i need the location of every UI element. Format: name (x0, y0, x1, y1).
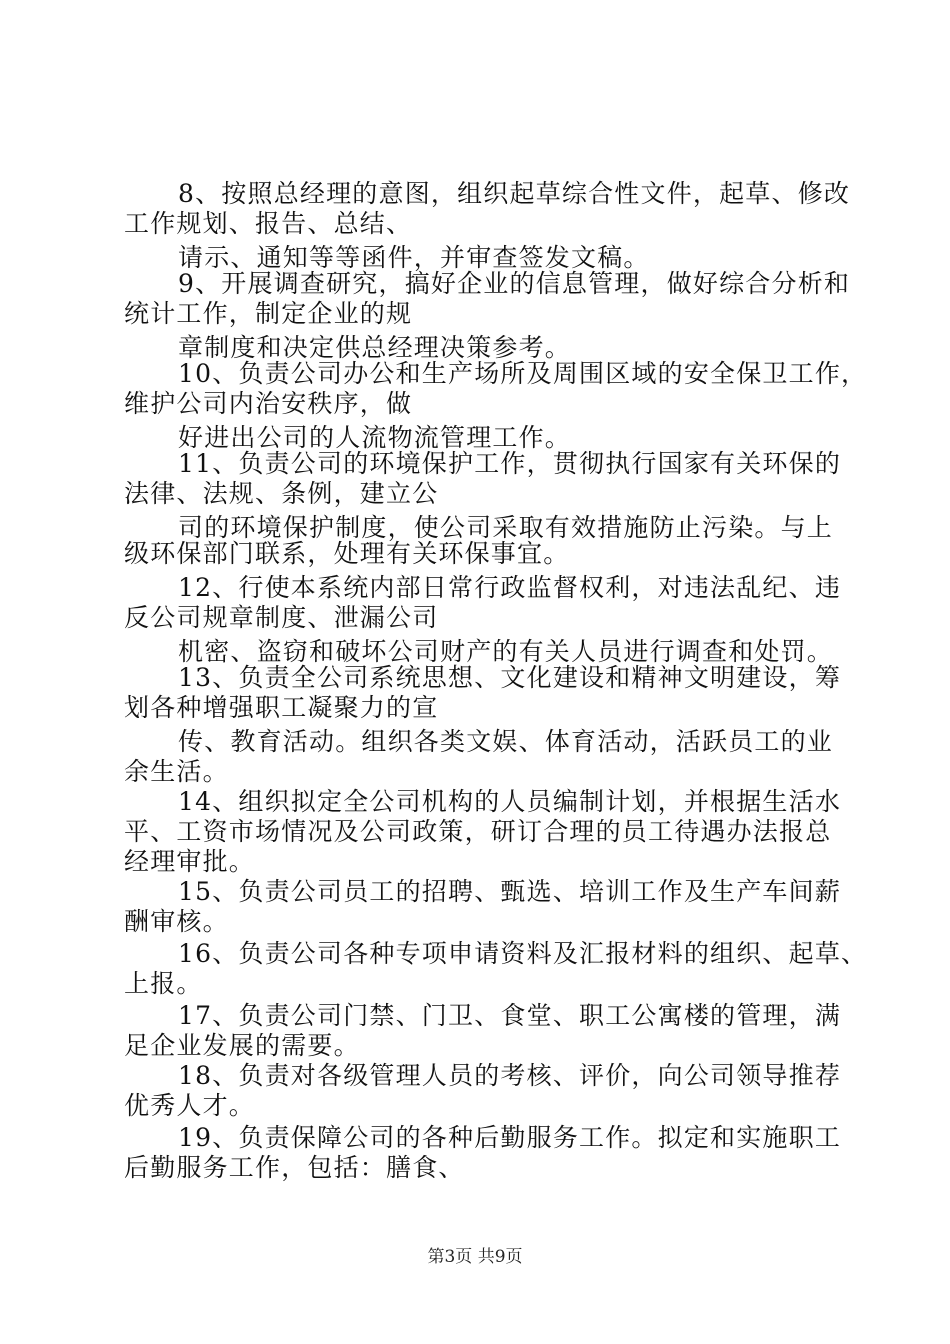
text-line: 法律、法规、条例，建立公 (124, 479, 439, 508)
text-line: 维护公司内治安秩序，做 (124, 389, 413, 418)
text-line: 8、按照总经理的意图，组织起草综合性文件，起草、修改 (178, 179, 851, 208)
text-line: 司的环境保护制度，使公司采取有效措施防止污染。与上 (178, 513, 834, 542)
text-line: 18、负责对各级管理人员的考核、评价，向公司领导推荐 (178, 1061, 842, 1090)
text-line: 12、行使本系统内部日常行政监督权利，对违法乱纪、违 (178, 573, 842, 602)
text-line: 工作规划、报告、总结、 (124, 209, 413, 238)
text-line: 19、负责保障公司的各种后勤服务工作。拟定和实施职工 (178, 1123, 842, 1152)
text-line: 级环保部门联系，处理有关环保事宜。 (124, 539, 570, 568)
text-line: 16、负责公司各种专项申请资料及汇报材料的组织、起草、 (178, 939, 868, 968)
text-line: 13、负责全公司系统思想、文化建设和精神文明建设，筹 (178, 663, 842, 692)
text-line: 酬审核。 (124, 907, 229, 936)
text-line: 14、组织拟定全公司机构的人员编制计划，并根据生活水 (178, 787, 842, 816)
text-line: 统计工作，制定企业的规 (124, 299, 413, 328)
text-line: 经理审批。 (124, 847, 256, 876)
text-line: 余生活。 (124, 757, 229, 786)
text-line: 9、开展调查研究，搞好企业的信息管理，做好综合分析和 (178, 269, 851, 298)
text-line: 反公司规章制度、泄漏公司 (124, 603, 439, 632)
text-line: 足企业发展的需要。 (124, 1031, 360, 1060)
text-line: 请示、通知等等函件，并审查签发文稿。 (178, 243, 650, 272)
text-line: 11、负责公司的环境保护工作，贯彻执行国家有关环保的 (178, 449, 842, 478)
text-line: 划各种增强职工凝聚力的宣 (124, 693, 439, 722)
text-line: 10、负责公司办公和生产场所及周围区域的安全保卫工作， (178, 359, 868, 388)
text-line: 机密、盗窃和破坏公司财产的有关人员进行调查和处罚。 (178, 637, 834, 666)
text-line: 平、工资市场情况及公司政策，研订合理的员工待遇办法报总 (124, 817, 832, 846)
text-line: 好进出公司的人流物流管理工作。 (178, 423, 572, 452)
text-line: 上报。 (124, 969, 203, 998)
page-footer: 第3页 共9页 (427, 1247, 523, 1267)
text-line: 优秀人才。 (124, 1091, 256, 1120)
text-line: 15、负责公司员工的招聘、甄选、培训工作及生产车间薪 (178, 877, 842, 906)
text-line: 章制度和决定供总经理决策参考。 (178, 333, 572, 362)
text-line: 17、负责公司门禁、门卫、食堂、职工公寓楼的管理，满 (178, 1001, 842, 1030)
text-line: 后勤服务工作，包括：膳食、 (124, 1153, 465, 1182)
text-line: 传、教育活动。组织各类文娱、体育活动，活跃员工的业 (178, 727, 834, 756)
